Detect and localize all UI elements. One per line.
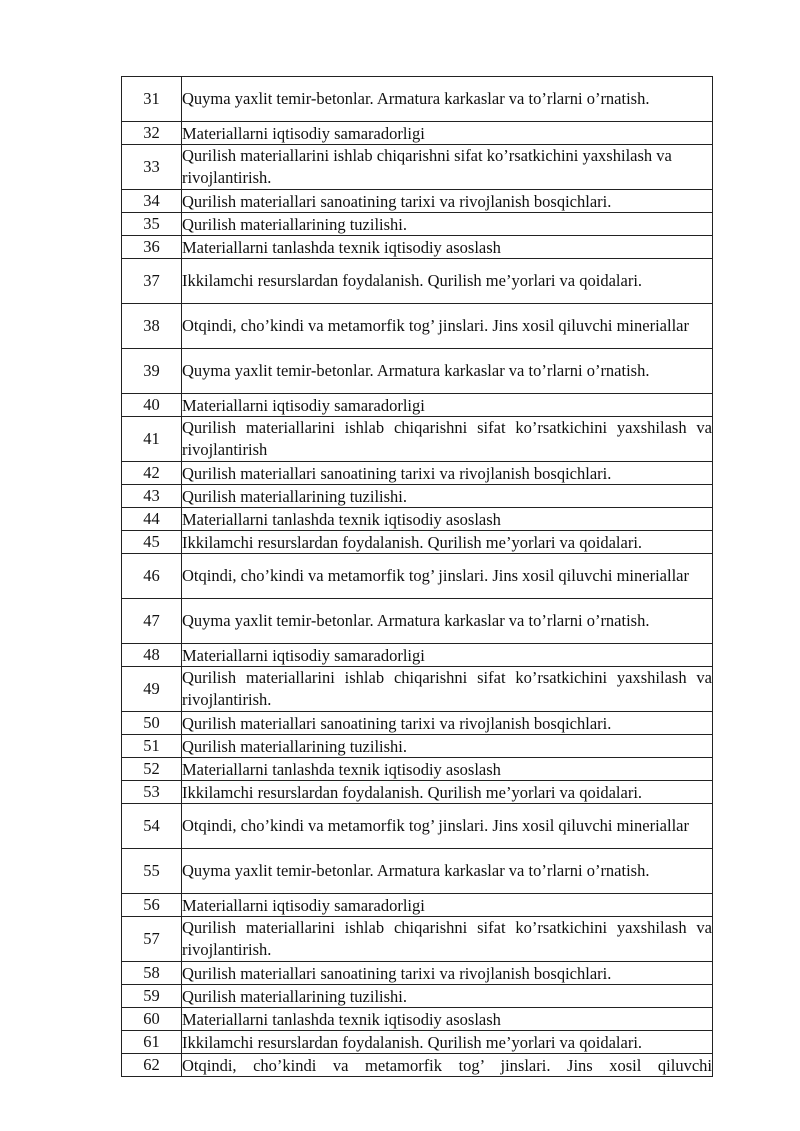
row-number: 61 (122, 1031, 182, 1054)
topic-cell (182, 531, 713, 554)
topic-cell (182, 667, 713, 712)
topic-cell (182, 1008, 713, 1031)
topic-cell (182, 259, 713, 304)
table-row (122, 781, 713, 804)
row-number: 52 (122, 758, 182, 781)
topic-cell (182, 735, 713, 758)
topic-title: Materiallarni iqtisodiy samaradorligi (182, 395, 425, 415)
row-number: 56 (122, 894, 182, 917)
topic-title: Qurilish materiallarini ishlab chiqarishni sifat ko’rsatkichini yaxshilash va rivojlantirish. (182, 668, 712, 709)
topic-title: Otqindi, cho’kindi va metamorfik tog’ jinslari. Jins xosil qiluvchi mineriallar (182, 816, 689, 835)
row-number: 46 (122, 554, 182, 599)
row-number: 60 (122, 1008, 182, 1031)
topic-cell (182, 1031, 713, 1054)
table-row (122, 349, 713, 394)
row-number: 34 (122, 190, 182, 213)
row-number: 33 (122, 145, 182, 190)
topic-title: Materiallarni iqtisodiy samaradorligi (182, 895, 425, 915)
table-row (122, 304, 713, 349)
table-row (122, 236, 713, 259)
topic-cell (182, 758, 713, 781)
topic-title: Otqindi, cho’kindi va metamorfik tog’ jinslari. Jins xosil qiluvchi (182, 1056, 712, 1075)
table-row (122, 485, 713, 508)
row-number: 40 (122, 394, 182, 417)
topic-title: Qurilish materiallari sanoatining tarixi va rivojlanish bosqichlari. (182, 463, 612, 483)
topic-title: Ikkilamchi resurslardan foydalanish. Qurilish me’yorlari va qoidalari. (182, 532, 643, 552)
topic-cell (182, 962, 713, 985)
table-row (122, 531, 713, 554)
topic-cell (182, 417, 713, 462)
table-row (122, 122, 713, 145)
topic-cell (182, 985, 713, 1008)
topic-cell (182, 462, 713, 485)
row-number: 35 (122, 213, 182, 236)
table-row (122, 77, 713, 122)
topic-title: Quyma yaxlit temir-betonlar. Armatura karkaslar va to’rlarni o’rnatish. (182, 861, 650, 880)
table-row (122, 985, 713, 1008)
topic-title: Quyma yaxlit temir-betonlar. Armatura karkaslar va to’rlarni o’rnatish. (182, 361, 650, 380)
row-number: 62 (122, 1054, 182, 1077)
topic-title: Quyma yaxlit temir-betonlar. Armatura karkaslar va to’rlarni o’rnatish. (182, 611, 650, 630)
topic-cell (182, 394, 713, 417)
topic-cell (182, 485, 713, 508)
topic-title: Qurilish materiallarining tuzilishi. (182, 486, 407, 506)
topics-table-container (121, 76, 714, 1075)
topic-cell (182, 77, 713, 122)
row-number: 39 (122, 349, 182, 394)
table-row (122, 259, 713, 304)
topics-table (121, 76, 713, 1077)
row-number: 55 (122, 849, 182, 894)
topic-title: Ikkilamchi resurslardan foydalanish. Qurilish me’yorlari va qoidalari. (182, 782, 643, 802)
table-row (122, 417, 713, 462)
topic-title: Qurilish materiallari sanoatining tarixi va rivojlanish bosqichlari. (182, 713, 612, 733)
table-row (122, 735, 713, 758)
table-row (122, 462, 713, 485)
topic-cell (182, 190, 713, 213)
topic-title: Qurilish materiallarining tuzilishi. (182, 986, 407, 1006)
table-row (122, 554, 713, 599)
table-row (122, 962, 713, 985)
topic-title: Materiallarni tanlashda texnik iqtisodiy asoslash (182, 759, 501, 779)
topic-title: Quyma yaxlit temir-betonlar. Armatura karkaslar va to’rlarni o’rnatish. (182, 89, 650, 108)
row-number: 41 (122, 417, 182, 462)
row-number: 53 (122, 781, 182, 804)
table-row (122, 894, 713, 917)
topics-table-body (122, 77, 713, 1077)
topic-title: Qurilish materiallarini ishlab chiqarishni sifat ko’rsatkichini yaxshilash va rivojlantirish. (182, 918, 712, 959)
topic-cell (182, 145, 713, 190)
topic-title: Qurilish materiallarining tuzilishi. (182, 214, 407, 234)
row-number: 54 (122, 804, 182, 849)
topic-title: Materiallarni iqtisodiy samaradorligi (182, 645, 425, 665)
row-number: 44 (122, 508, 182, 531)
topic-title: Otqindi, cho’kindi va metamorfik tog’ jinslari. Jins xosil qiluvchi mineriallar (182, 566, 689, 585)
topic-title: Qurilish materiallarini ishlab chiqarishni sifat ko’rsatkichini yaxshilash va rivojlantirish (182, 418, 712, 459)
row-number: 49 (122, 667, 182, 712)
row-number: 59 (122, 985, 182, 1008)
table-row (122, 213, 713, 236)
row-number: 42 (122, 462, 182, 485)
row-number: 50 (122, 712, 182, 735)
table-row (122, 599, 713, 644)
topic-title: Qurilish materiallarining tuzilishi. (182, 736, 407, 756)
row-number: 32 (122, 122, 182, 145)
table-row (122, 190, 713, 213)
table-row (122, 804, 713, 849)
table-row (122, 758, 713, 781)
row-number: 37 (122, 259, 182, 304)
topic-cell (182, 781, 713, 804)
topic-title: Materiallarni tanlashda texnik iqtisodiy asoslash (182, 1009, 501, 1029)
topic-title: Qurilish materiallari sanoatining tarixi va rivojlanish bosqichlari. (182, 191, 612, 211)
row-number: 48 (122, 644, 182, 667)
topic-cell (182, 304, 713, 349)
topic-title: Qurilish materiallarini ishlab chiqarishni sifat ko’rsatkichini yaxshilash va rivojlantirish. (182, 146, 672, 187)
table-row (122, 667, 713, 712)
topic-cell (182, 917, 713, 962)
topic-cell (182, 1054, 713, 1077)
table-row (122, 644, 713, 667)
table-row (122, 145, 713, 190)
table-row (122, 1031, 713, 1054)
table-row (122, 1054, 713, 1077)
topic-cell (182, 213, 713, 236)
table-row (122, 394, 713, 417)
topic-cell (182, 804, 713, 849)
topic-cell (182, 849, 713, 894)
row-number: 38 (122, 304, 182, 349)
topic-cell (182, 599, 713, 644)
topic-title: Ikkilamchi resurslardan foydalanish. Qurilish me’yorlari va qoidalari. (182, 271, 643, 290)
topic-cell (182, 894, 713, 917)
topic-title: Ikkilamchi resurslardan foydalanish. Qurilish me’yorlari va qoidalari. (182, 1032, 643, 1052)
row-number: 45 (122, 531, 182, 554)
topic-cell (182, 644, 713, 667)
topic-cell (182, 122, 713, 145)
table-row (122, 508, 713, 531)
table-row (122, 849, 713, 894)
row-number: 47 (122, 599, 182, 644)
topic-cell (182, 554, 713, 599)
row-number: 51 (122, 735, 182, 758)
topic-title: Qurilish materiallari sanoatining tarixi va rivojlanish bosqichlari. (182, 963, 612, 983)
row-number: 36 (122, 236, 182, 259)
topic-title: Otqindi, cho’kindi va metamorfik tog’ jinslari. Jins xosil qiluvchi mineriallar (182, 316, 689, 335)
row-number: 31 (122, 77, 182, 122)
topic-title: Materiallarni tanlashda texnik iqtisodiy asoslash (182, 237, 501, 257)
topic-title: Materiallarni tanlashda texnik iqtisodiy asoslash (182, 509, 501, 529)
topic-title: Materiallarni iqtisodiy samaradorligi (182, 123, 425, 143)
topic-cell (182, 349, 713, 394)
table-row (122, 1008, 713, 1031)
topic-cell (182, 712, 713, 735)
row-number: 58 (122, 962, 182, 985)
table-row (122, 917, 713, 962)
table-row (122, 712, 713, 735)
topic-cell (182, 508, 713, 531)
topic-cell (182, 236, 713, 259)
row-number: 57 (122, 917, 182, 962)
row-number: 43 (122, 485, 182, 508)
